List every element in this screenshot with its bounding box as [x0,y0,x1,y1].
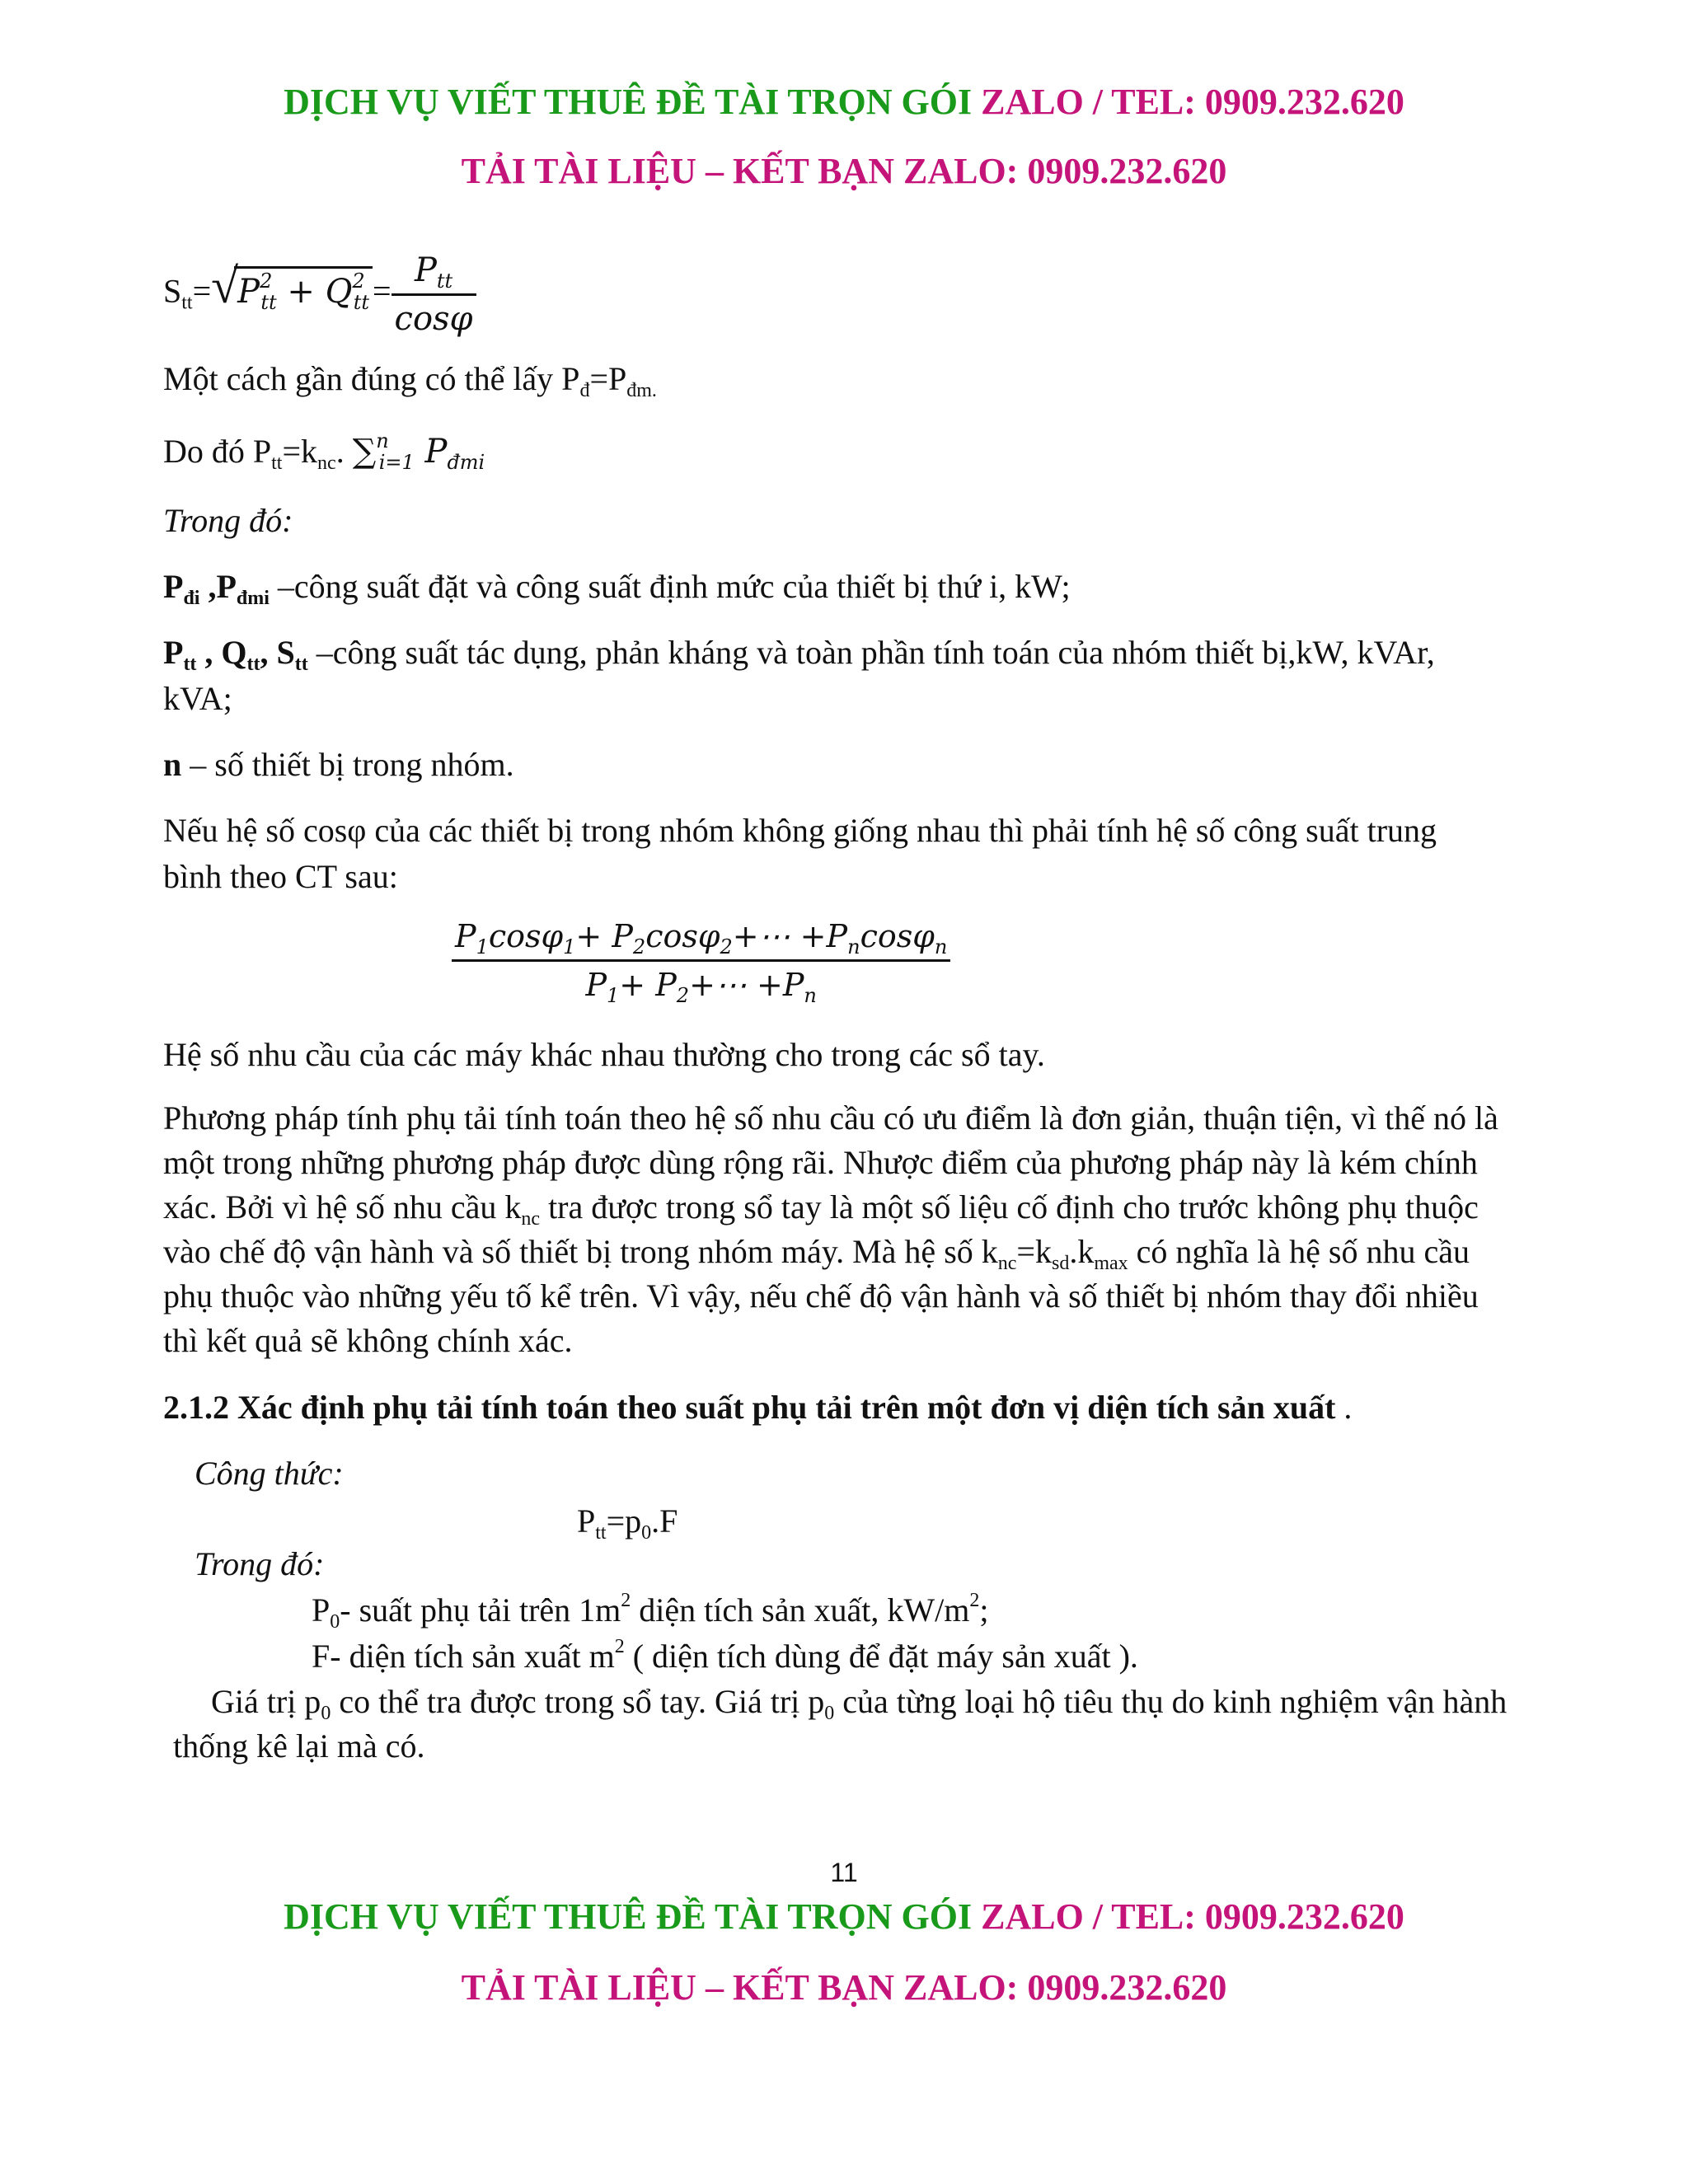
formula-avg-cos: $\frac{P_1\cos\varphi_1+ P_2\cos\varphi_2+\cdots +P_n\cos\varphi_n}{P_1+ P_2+\cdots +P_n}$ [452,913,950,1008]
definition-p0: $P_0-$ suất phụ tải trên $1m^2$ diện tích sản xuất, $kW/m^2$; [312,1590,989,1633]
ptt-formula-line: Do đó $P_{tt}=k_{nc}$. ∑$^n_{i=1}$ $P_{đmi}$ [163,429,485,474]
definition-pdi: $P_{đi}$ $,P_{đmi}$ –công suất đặt và công suất định mức của thiết bị thứ i, kW; [163,568,1071,609]
formula-stt: $S_{tt}=$ √ $P^2_{tt} + Q^2_{tt}$ = $\frac{P_{tt}}{\cos\varphi}$ [163,247,476,342]
cong-thuc-label: Công thức: [195,1455,344,1492]
gia-tri-paragraph: Giá trị $p_0$ co thể tra được trong sổ tay. Giá trị $p_0$ của từng loại hộ tiêu thụ do kinh nghiệm vận hành thống kê lại mà có. [173,1683,1507,1765]
header-service-text: DỊCH VỤ VIẾT THUÊ ĐỀ TÀI TRỌN GÓI [284,82,973,122]
he-so-line: Hệ số nhu cầu của các máy khác nhau thường cho trong các sổ tay. [163,1036,1045,1073]
definition-n: n – số thiết bị trong nhóm. [163,746,514,783]
formula-ptt-p0: $P_{tt}=p_0.F$ [577,1502,678,1544]
page-number: 11 [830,1858,858,1887]
trong-do-label-2: Trong đó: [195,1545,325,1582]
method-paragraph: Phương pháp tính phụ tải tính toán theo hệ số nhu cầu có ưu điểm là đơn giản, thuận tiện, vì thế nó là một trong những phương pháp được dùng rộng rãi. Nhược điểm của phương pháp này là kém chính xác. Bởi vì hệ số nhu cầu $k_{nc}$ tra được trong sổ tay là một số liệu cố định cho trước không phụ thuộc vào chế độ vận hành và số thiết bị trong nhóm máy. Mà hệ số $k_{nc}=k_{sd}.k_{max}$ có nghĩa là hệ số nhu cầu phụ thuộc vào những yếu tố kể trên. Vì vậy, nếu chế độ vận hành và số thiết bị nhóm thay đổi nhiều thì kết quả sẽ không chính xác. [163,1099,1498,1359]
approx-line: Một cách gần đúng có thể lấy $P_đ=P_{đm.}$ [163,360,657,401]
trong-do-label: Trong đó: [163,502,293,539]
footer-service-text: DỊCH VỤ VIẾT THUÊ ĐỀ TÀI TRỌN GÓI [284,1896,973,1937]
header-zalo-tel: ZALO / TEL: 0909.232.620 [981,82,1404,122]
footer-banner-line2: TẢI TÀI LIỆU – KẾT BẠN ZALO: 0909.232.620 [461,1967,1227,2008]
section-heading: 2.1.2 Xác định phụ tải tính toán theo suất phụ tải trên một đơn vị diện tích sản xuất . [163,1389,1353,1426]
footer-banner-line1 [0,1896,1688,1937]
cos-paragraph: Nếu hệ số cosφ của các thiết bị trong nhóm không giống nhau thì phải tính hệ số công suất trung bình theo CT sau: [163,812,1437,895]
footer-zalo-tel: ZALO / TEL: 0909.232.620 [981,1896,1404,1937]
header-banner-line2: TẢI TÀI LIỆU – KẾT BẠN ZALO: 0909.232.620 [461,151,1227,191]
header-banner-line1 [0,84,1688,120]
definition-ptt: $P_{tt}$ , $Q_{tt}$, $S_{tt}$ –công suất tác dụng, phản kháng và toàn phần tính toán của nhóm thiết bị,kW, kVAr, kVA; [163,634,1435,717]
definition-f: F- diện tích sản xuất $m^2$ ( diện tích dùng để đặt máy sản xuất ). [312,1636,1138,1675]
